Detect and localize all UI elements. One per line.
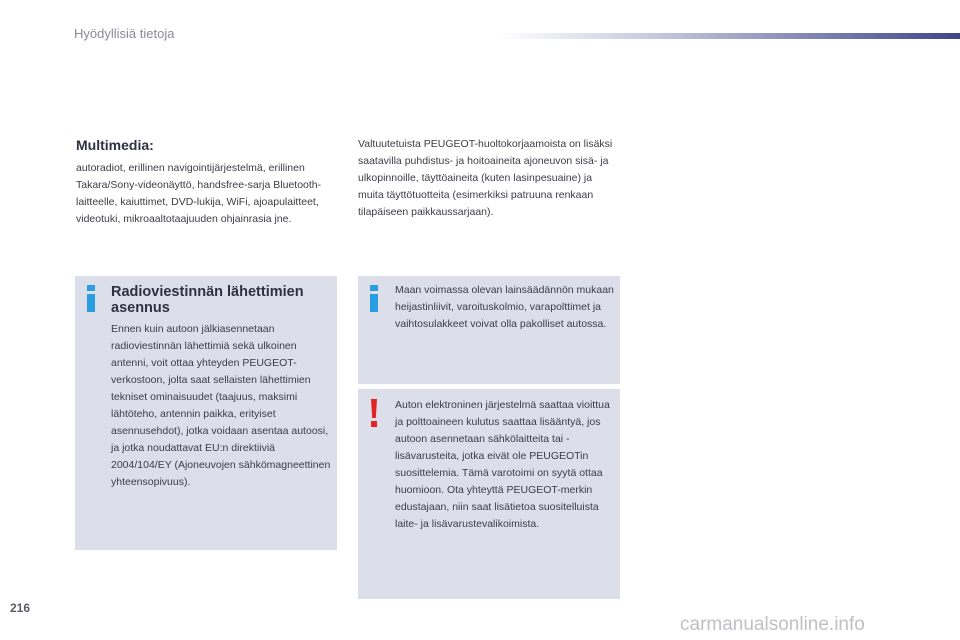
warning-text: Auton elektroninen järjestelmä saattaa vioittua ja polttoaineen kulutus saattaa lisääntyä, jos autoon asennetaan sähkölaitteita tai -lisävarusteita, jotka eivät ole PEUGEOTin suosittelemia. Tämä varotoimi on syytä ottaa huomioon. Ota yhteyttä PEUGEOT-merkin edustajaan, niin saat lisätietoa suositelluista laite- ja lisävarustevalikoimista. [395, 399, 610, 530]
multimedia-text: autoradiot, erillinen navigointijärjestelmä, erillinen Takara/Sony-videonäyttö, handsfree-sarja Bluetooth-laitteelle, kaiuttimet, DVD-lukija, WiFi, ajoapulaitteet, videotuki, mikroaaltotaajuuden ohjainrasia jne. [76, 162, 322, 225]
law-text: Maan voimassa olevan lainsäädännön mukaan heijastinliivit, varoituskolmio, varapolttimet ja vaihtosulakkeet voivat olla pakolliset autossa. [395, 284, 614, 330]
accessories-text: Valtuutetuista PEUGEOT-huoltokorjaamoista on lisäksi saatavilla puhdistus- ja hoitoaineita ajoneuvon sisä- ja ulkopinnoille, täyttöaineita (kuten lasinpesuaine) ja muita täyttötuotteita (esimerkiksi patruuna renkaan tilapäiseen paikkaussarjaan). [358, 138, 613, 218]
multimedia-heading: Multimedia: [76, 137, 154, 153]
radio-text: Ennen kuin autoon jälkiasennetaan radioviestinnän lähettimiä sekä ulkoinen antenni, voit ottaa yhteyden PEUGEOT-verkostoon, jolta saat sellaisten lähettimien tekniset ominaisuudet (taajuus, maksimi lähtöteho, antennin paikka, erityiset asennusehdot), jotka voidaan asentaa autoosi, ja jotka noudattavat EU:n direktiiviä 2004/104/EY (Ajoneuvojen sähkömagneettinen yhteensopivuus). [111, 323, 331, 488]
info-icon [370, 285, 380, 312]
page-number: 216 [10, 601, 31, 615]
info-icon [87, 285, 97, 312]
watermark: carmanualsonline.info [680, 614, 865, 635]
warning-icon [370, 399, 380, 427]
radio-heading: Radioviestinnän lähettimien asennus [111, 284, 304, 316]
header-divider [500, 33, 960, 39]
section-title: Hyödyllisiä tietoja [74, 26, 175, 41]
